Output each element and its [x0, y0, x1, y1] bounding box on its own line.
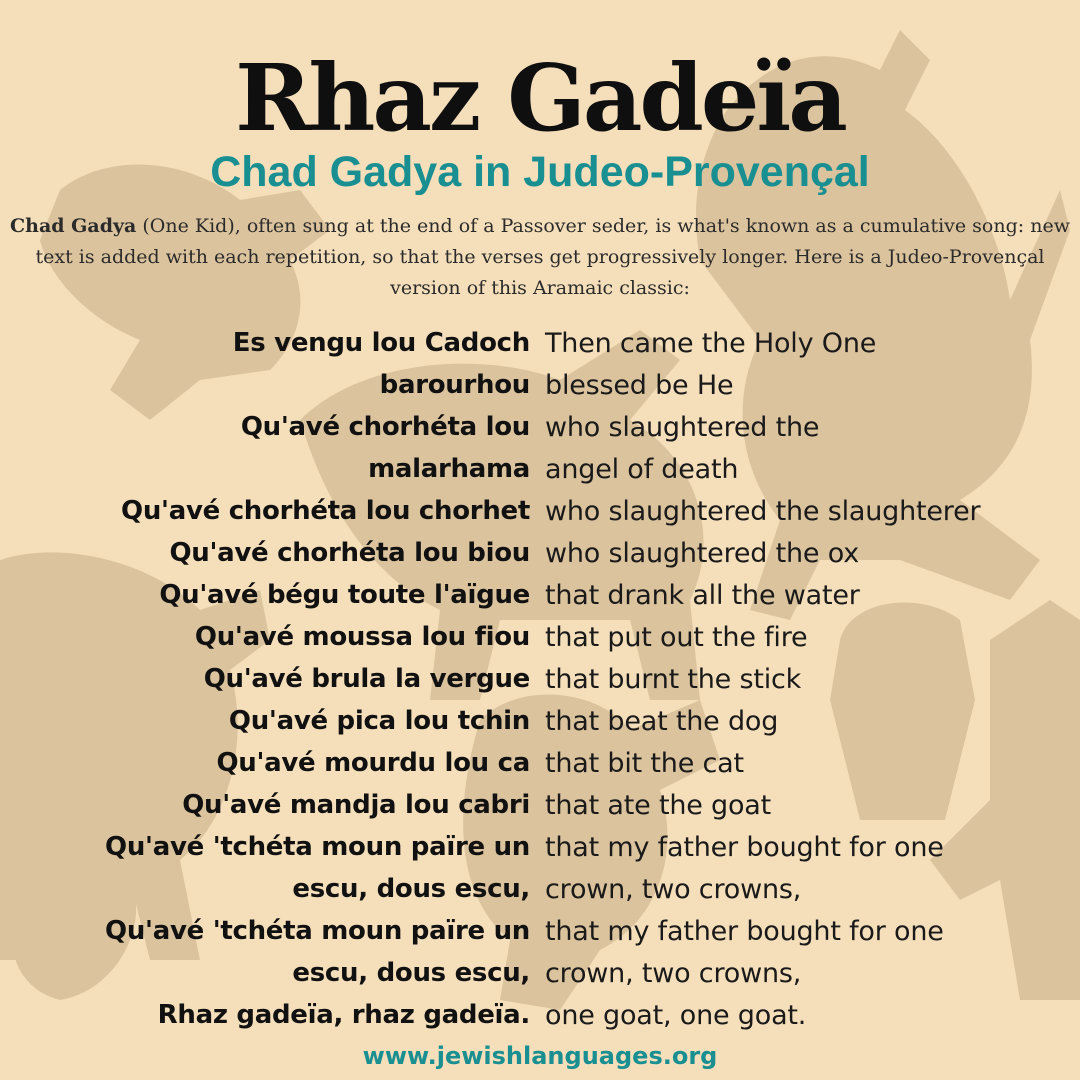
lyric-row: [0, 490, 1080, 532]
lyric-row: [0, 910, 1080, 952]
lyric-row: [0, 364, 1080, 406]
lyric-row: [0, 784, 1080, 826]
lyric-source: Qu'avé chorhéta lou chorhet: [121, 496, 530, 526]
lyric-row: [0, 406, 1080, 448]
lyric-source: Qu'avé mourdu lou ca: [216, 748, 530, 778]
lyric-row: [0, 616, 1080, 658]
lyric-translation: that my father bought for one: [545, 831, 944, 863]
lyric-row: [0, 322, 1080, 364]
lyric-translation: Then came the Holy One: [545, 327, 877, 359]
lyric-translation: that bit the cat: [545, 747, 744, 779]
lyric-row: [0, 952, 1080, 994]
lyric-row: [0, 448, 1080, 490]
lyric-source: barourhou: [379, 370, 530, 400]
lyric-source: Qu'avé 'tchéta moun païre un: [105, 916, 530, 946]
lyric-source: Es vengu lou Cadoch: [232, 328, 530, 358]
lyric-source: Qu'avé chorhéta lou: [240, 412, 530, 442]
page-title: Rhaz Gadeïa: [235, 44, 845, 152]
lyric-source: malarhama: [368, 454, 530, 484]
lyric-row: [0, 994, 1080, 1036]
website-link[interactable]: www.jewishlanguages.org: [362, 1042, 718, 1070]
lyric-row: [0, 658, 1080, 700]
lyric-source: Qu'avé pica lou tchin: [228, 706, 530, 736]
lyric-source: Qu'avé brula la vergue: [203, 664, 530, 694]
lyric-translation: that drank all the water: [545, 579, 860, 611]
intro-bold-term: Chad Gadya: [10, 215, 137, 237]
lyric-translation: who slaughtered the slaughterer: [545, 495, 981, 527]
lyric-translation: blessed be He: [545, 369, 734, 401]
lyric-translation: who slaughtered the ox: [545, 537, 859, 569]
lyric-translation: one goat, one goat.: [545, 999, 807, 1031]
page-subtitle: Chad Gadya in Judeo-Provençal: [210, 148, 870, 196]
lyric-translation: who slaughtered the: [545, 411, 820, 443]
lyric-row: [0, 826, 1080, 868]
lyrics-table: [0, 322, 1080, 1036]
lyric-translation: crown, two crowns,: [545, 957, 802, 989]
lyric-source: escu, dous escu,: [292, 874, 530, 904]
lyric-source: escu, dous escu,: [292, 958, 530, 988]
lyric-source: Qu'avé moussa lou fiou: [194, 622, 530, 652]
lyric-translation: that burnt the stick: [545, 663, 802, 695]
lyric-source: Qu'avé bégu toute l'aïgue: [159, 580, 530, 610]
lyric-translation: that ate the goat: [545, 789, 772, 821]
lyric-source: Rhaz gadeïa, rhaz gadeïa.: [157, 1000, 530, 1030]
lyric-translation: angel of death: [545, 453, 739, 485]
lyric-row: [0, 742, 1080, 784]
lyric-source: Qu'avé chorhéta lou biou: [169, 538, 530, 568]
intro-text: (One Kid), often sung at the end of a Passover seder, is what's known as a cumulative song: new text is added with each repetition, so that the verses get progressively longer. Here is a Judeo-Provençal version of this Aramaic classic:: [35, 215, 1070, 299]
lyric-source: Qu'avé mandja lou cabri: [182, 790, 530, 820]
lyric-source: Qu'avé 'tchéta moun païre un: [105, 832, 530, 862]
lyric-row: [0, 532, 1080, 574]
lyric-translation: that my father bought for one: [545, 915, 944, 947]
lyric-translation: that put out the fire: [545, 621, 808, 653]
lyric-translation: that beat the dog: [545, 705, 779, 737]
lyric-row: [0, 700, 1080, 742]
intro-paragraph: [10, 211, 1070, 304]
lyric-row: [0, 868, 1080, 910]
lyric-row: [0, 574, 1080, 616]
lyric-translation: crown, two crowns,: [545, 873, 802, 905]
